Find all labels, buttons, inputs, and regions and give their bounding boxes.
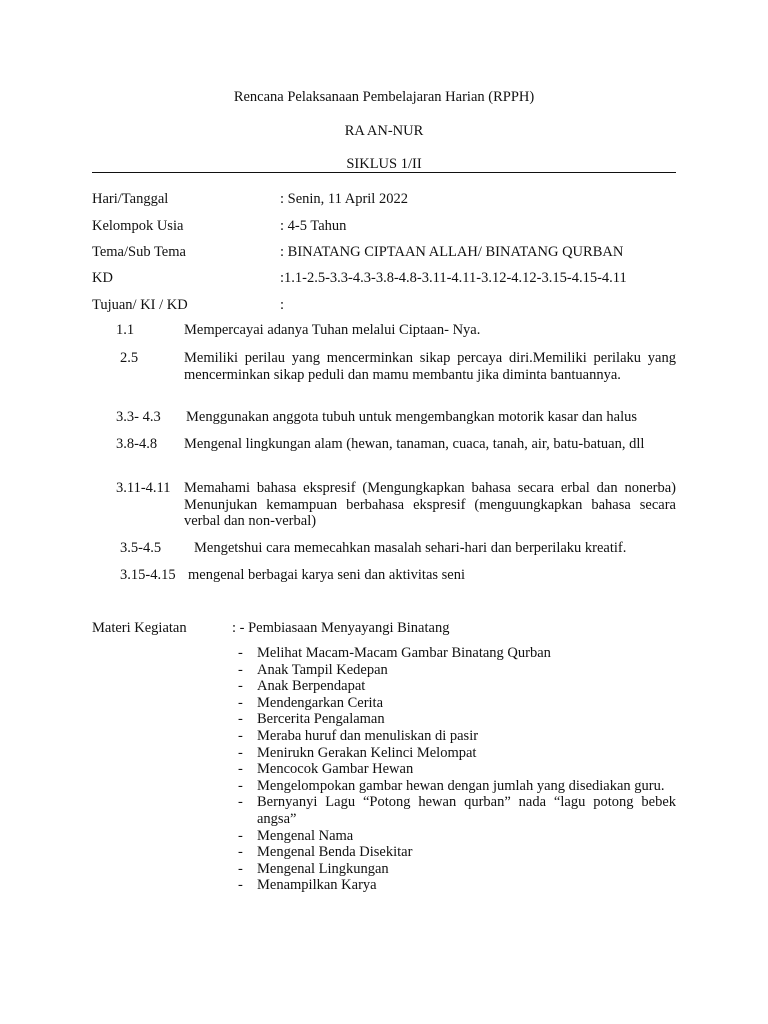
list-dash: -: [238, 827, 243, 844]
list-dash: -: [238, 744, 243, 761]
list-dash: -: [238, 661, 243, 678]
info-label: KD: [92, 270, 113, 286]
list-item-text: Meraba huruf dan menuliskan di pasir: [257, 727, 479, 744]
list-dash: -: [238, 645, 243, 661]
list-dash: -: [238, 678, 243, 695]
info-label: Tujuan/ KI / KD: [92, 297, 188, 313]
list-item-text: Mencocok Gambar Hewan: [257, 761, 414, 778]
list-dash: -: [238, 844, 243, 861]
objective-code: 3.5-4.5: [120, 540, 162, 556]
materi-label: Materi Kegiatan: [92, 620, 187, 636]
cycle-label: SIKLUS 1/II: [346, 156, 422, 172]
school-name: RA AN-NUR: [344, 123, 424, 139]
list-item-text: Menampilkan Karya: [257, 877, 377, 894]
list-item-text: Mengelompokan gambar hewan dengan jumlah yang disediakan guru.: [257, 777, 665, 794]
info-value: : BINATANG CIPTAAN ALLAH/ BINATANG QURBAN: [280, 244, 624, 260]
objective-item: [92, 322, 676, 340]
info-value: : 4-5 Tahun: [280, 218, 347, 234]
info-value: :1.1-2.5-3.3-4.3-3.8-4.8-3.11-4.11-3.12-4.12-3.15-4.15-4.11: [280, 270, 627, 286]
objective-code: 1.1: [116, 322, 135, 338]
info-label: Kelompok Usia: [92, 218, 184, 234]
info-value: :: [280, 297, 285, 313]
objective-code: 3.11-4.11: [116, 480, 171, 496]
list-item-text: Mengenal Benda Disekitar: [257, 844, 413, 861]
list-item: [238, 645, 676, 662]
objective-code: 3.8-4.8: [116, 436, 158, 452]
info-label: Tema/Sub Tema: [92, 244, 186, 260]
list-dash: -: [238, 777, 243, 794]
list-item-text: Mengenal Lingkungan: [257, 860, 389, 877]
objective-item: [92, 480, 676, 532]
info-row-age-group: [92, 217, 676, 235]
list-item: [238, 861, 676, 878]
list-item: [238, 761, 676, 778]
materi-list: [238, 645, 676, 894]
list-dash: -: [238, 761, 243, 778]
objective-item: [92, 350, 676, 402]
list-dash: -: [238, 711, 243, 728]
materi-value: : - Pembiasaan Menyayangi Binatang: [232, 620, 450, 636]
objective-item: [92, 409, 676, 427]
objective-text: Mengetshui cara memecahkan masalah sehari-hari dan berperilaku kreatif.: [194, 540, 627, 556]
document-title: Rencana Pelaksanaan Pembelajaran Harian (RPPH): [233, 89, 535, 105]
objective-text: Memahami bahasa ekspresif (Mengungkapkan bahasa secara erbal dan nonerba) Menunjukan kemampuan berbahasa ekspresif (menguungkapkan bahasa secara verbal dan non-verbal): [184, 480, 676, 529]
list-item: [238, 711, 676, 728]
objective-item: [92, 436, 676, 472]
info-row-day-date: [92, 190, 676, 208]
list-item: [238, 728, 676, 745]
list-item-text: Mengenal Nama: [257, 827, 354, 844]
info-row-kd: [92, 269, 676, 287]
list-item: [238, 828, 676, 845]
list-item-text: Bernyanyi Lagu “Potong hewan qurban” nada “lagu potong bebek angsa”: [257, 794, 676, 827]
objective-text: Mengenal lingkungan alam (hewan, tanaman, cuaca, tanah, air, batu-batuan, dll: [184, 436, 645, 452]
list-item: [238, 695, 676, 712]
objective-code: 2.5: [120, 350, 139, 366]
list-item: [238, 778, 676, 795]
list-item-text: Menirukn Gerakan Kelinci Melompat: [257, 744, 477, 761]
objective-item: [92, 540, 676, 558]
list-dash: -: [238, 860, 243, 877]
list-item: [238, 844, 676, 861]
list-item: [238, 877, 676, 894]
objective-text: Memiliki perilau yang mencerminkan sikap percaya diri.Memiliki perilaku yang mencerminkan sikap peduli dan mamu membantu jika diminta bantuannya.: [184, 350, 676, 383]
objective-text: Mempercayai adanya Tuhan melalui Ciptaan- Nya.: [184, 322, 481, 338]
list-item-text: Mendengarkan Cerita: [257, 694, 384, 711]
list-item-text: Anak Berpendapat: [257, 678, 366, 695]
objective-item: [92, 567, 676, 585]
info-value: : Senin, 11 April 2022: [280, 191, 408, 207]
list-dash: -: [238, 877, 243, 894]
list-item: [238, 662, 676, 679]
header-divider: [92, 172, 676, 173]
list-item-text: Melihat Macam-Macam Gambar Binatang Qurban: [257, 645, 551, 661]
objective-code: 3.15-4.15: [120, 567, 176, 583]
info-row-theme: [92, 243, 676, 261]
objective-text: Menggunakan anggota tubuh untuk mengembangkan motorik kasar dan halus: [186, 409, 638, 425]
list-dash: -: [238, 794, 243, 811]
objective-code: 3.3- 4.3: [116, 409, 161, 425]
list-dash: -: [238, 694, 243, 711]
list-item: [238, 678, 676, 695]
info-label: Hari/Tanggal: [92, 191, 169, 207]
list-dash: -: [238, 727, 243, 744]
list-item: [238, 745, 676, 762]
list-item-text: Bercerita Pengalaman: [257, 711, 385, 728]
list-item-text: Anak Tampil Kedepan: [257, 661, 388, 678]
objective-text: mengenal berbagai karya seni dan aktivitas seni: [188, 567, 466, 583]
list-item: [238, 794, 676, 827]
info-row-goal: [92, 296, 676, 314]
